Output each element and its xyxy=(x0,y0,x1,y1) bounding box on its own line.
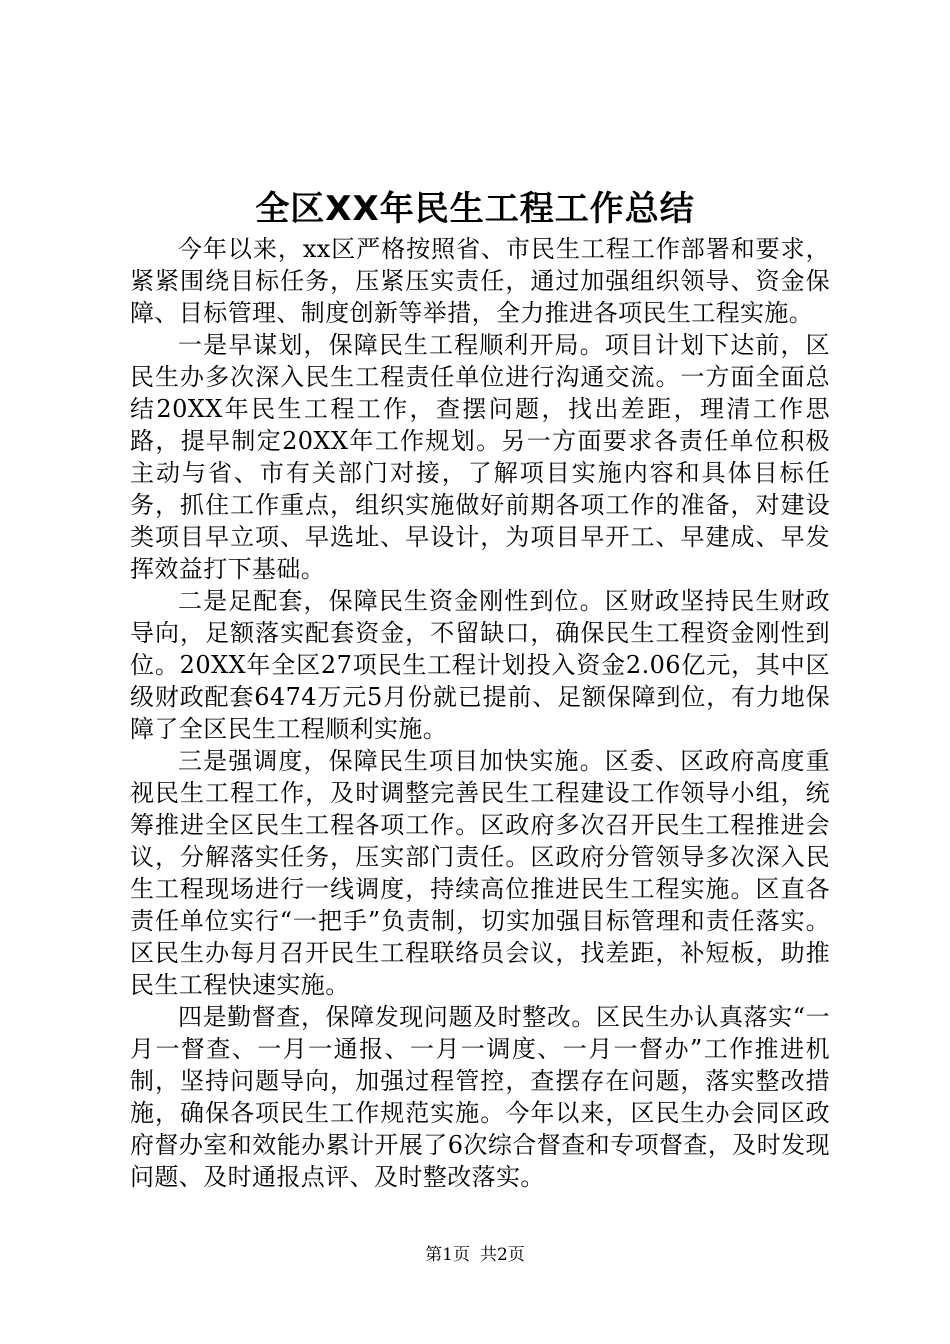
document-body xyxy=(130,233,830,1193)
document-title: 全区XX年民生工程工作总结 xyxy=(255,189,695,229)
paragraph-intro: 今年以来，xx区严格按照省、市民生工程工作部署和要求，紧紧围绕目标任务，压紧压实责任，通过加强组织领导、资金保障、目标管理、制度创新等举措，全力推进各项民生工程实施。 xyxy=(130,235,830,327)
paragraph-scheduling: 三是强调度，保障民生项目加快实施。区委、区政府高度重视民生工程工作，及时调整完善民生工程建设工作领导小组，统筹推进全区民生工程各项工作。区政府多次召开民生工程推进会议，分解落实任务，压实部门责任。区政府分管领导多次深入民生工程现场进行一线调度，持续高位推进民生工程实施。区直各责任单位实行“一把手”负责制，切实加强目标管理和责任落实。区民生办每月召开民生工程联络员会议，找差距，补短板，助推民生工程快速实施。 xyxy=(130,747,830,999)
paragraph-supervision: 四是勤督查，保障发现问题及时整改。区民生办认真落实“一月一督查、一月一通报、一月一调度、一月一督办”工作推进机制，坚持问题导向，加强过程管控，查摆存在问题，落实整改措施，确保各项民生工作规范实施。今年以来，区民生办会同区政府督办室和效能办累计开展了6次综合督查和专项督查，及时发现问题、及时通报点评、及时整改落实。 xyxy=(130,1003,830,1191)
page-number-current: 第1页 xyxy=(425,1245,470,1265)
paragraph-funding: 二是足配套，保障民生资金刚性到位。区财政坚持民生财政导向，足额落实配套资金，不留缺口，确保民生工程资金刚性到位。20XX年全区27项民生工程计划投入资金2.06亿元，其中区级财政配套6474万元5月份就已提前、足额保障到位，有力地保障了全区民生工程顺利实施。 xyxy=(130,587,830,743)
page-number-total: 共2页 xyxy=(480,1245,525,1265)
page-footer xyxy=(0,1243,950,1267)
paragraph-planning: 一是早谋划，保障民生工程顺利开局。项目计划下达前，区民生办多次深入民生工程责任单位进行沟通交流。一方面全面总结20XX年民生工程工作，查摆问题，找出差距，理清工作思路，提早制定20XX年工作规划。另一方面要求各责任单位积极主动与省、市有关部门对接，了解项目实施内容和具体目标任务，抓住工作重点，组织实施做好前期各项工作的准备，对建设类项目早立项、早选址、早设计，为项目早开工、早建成、早发挥效益打下基础。 xyxy=(130,331,830,583)
